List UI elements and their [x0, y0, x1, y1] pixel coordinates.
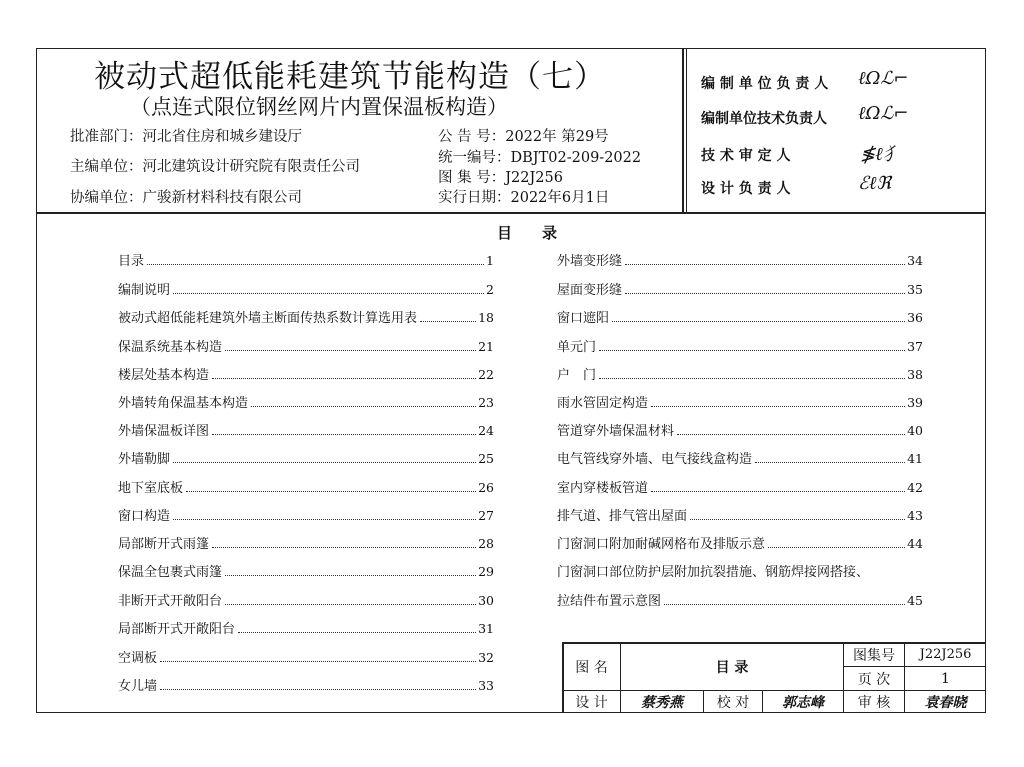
- toc-item-page: 23: [478, 395, 494, 410]
- toc-leader-dots: [212, 547, 476, 548]
- toc-item-page: 29: [478, 564, 494, 579]
- toc-leader-dots: [677, 434, 905, 435]
- approval-dept: [70, 125, 302, 146]
- check-signature: 郭志峰: [782, 695, 824, 711]
- toc-item-continued[interactable]: [557, 561, 923, 581]
- toc-leader-dots: [664, 604, 905, 605]
- co-unit-label: 协编单位：: [70, 190, 143, 206]
- toc-item[interactable]: [118, 505, 494, 525]
- toc-item[interactable]: [118, 250, 494, 270]
- toc-item[interactable]: [118, 477, 494, 497]
- toc-leader-dots: [160, 661, 476, 662]
- chief-unit-value: 河北建筑设计研究院有限责任公司: [142, 159, 360, 175]
- approval-dept-value: 河北省住房和城乡建设厅: [142, 129, 302, 145]
- toc-item[interactable]: [557, 420, 923, 440]
- toc-leader-dots: [651, 491, 905, 492]
- toc-item[interactable]: [557, 477, 923, 497]
- chief-unit: [70, 155, 360, 176]
- toc-leader-dots: [251, 406, 476, 407]
- resp-design-head: 设 计 负 责 人: [701, 181, 791, 197]
- toc-leader-dots: [160, 689, 476, 690]
- design-signature: 蔡秀燕: [641, 695, 683, 711]
- toc-item[interactable]: [557, 448, 923, 468]
- toc-item-label: 电气管线穿外墙、电气接线盒构造: [557, 452, 753, 467]
- chief-unit-label: 主编单位：: [70, 159, 143, 175]
- toc-item[interactable]: [557, 336, 923, 356]
- toc-item-page: 40: [907, 423, 923, 438]
- unified-no-value: DBJT02-209-2022: [510, 150, 642, 166]
- toc-item-page: 26: [478, 480, 494, 495]
- toc-item[interactable]: [557, 307, 923, 327]
- toc-item[interactable]: [118, 336, 494, 356]
- toc-item-page: 24: [478, 423, 494, 438]
- toc-item-label: 空调板: [118, 651, 158, 666]
- toc-item-page: 31: [478, 621, 494, 636]
- review-label: 审 核: [857, 695, 891, 711]
- resp-tech-head: 编制单位技术负责人: [701, 111, 827, 127]
- toc-item-label: 外墙保温板详图: [118, 424, 210, 439]
- toc-item[interactable]: [118, 364, 494, 384]
- toc-item-label: 保温系统基本构造: [118, 340, 223, 355]
- toc-item-label: 雨水管固定构造: [557, 396, 649, 411]
- toc-item-page: 25: [478, 451, 494, 466]
- toc-item[interactable]: [118, 307, 494, 327]
- atlas-no-value: J22J256: [505, 170, 563, 186]
- toc-leader-dots: [599, 378, 905, 379]
- unified-no-label: 统一编号：: [438, 150, 511, 166]
- toc-item-page: 33: [478, 678, 494, 693]
- toc-leader-dots: [755, 462, 905, 463]
- toc-item[interactable]: [118, 647, 494, 667]
- toc-item-page: 37: [907, 339, 923, 354]
- toc-item-page: 43: [907, 508, 923, 523]
- signature-unit-head: ℓΩℒ⌐: [858, 68, 909, 89]
- drawing-name: 目 录: [715, 659, 749, 676]
- toc-item-label: 外墙转角保温基本构造: [118, 396, 249, 411]
- toc-leader-dots: [612, 321, 905, 322]
- toc-leader-dots: [690, 519, 905, 520]
- toc-leader-dots: [599, 350, 905, 351]
- toc-item[interactable]: [557, 533, 923, 553]
- toc-item[interactable]: [557, 364, 923, 384]
- toc-item-label: 户 门: [557, 368, 597, 383]
- toc-leader-dots: [651, 406, 905, 407]
- notice-no-value: 2022年 第29号: [505, 129, 609, 145]
- toc-item-label: 非断开式开敞阳台: [118, 594, 223, 609]
- toc-leader-dots: [225, 575, 476, 576]
- toc-item-label: 窗口遮阳: [557, 311, 610, 326]
- header-column-divider-inner: [686, 48, 687, 213]
- header-divider: [36, 212, 986, 214]
- toc-item[interactable]: [118, 561, 494, 581]
- toc-item-label: 拉结件布置示意图: [557, 594, 662, 609]
- atlas-no-label: 图 集 号：: [438, 170, 506, 186]
- toc-item-label: 局部断开式雨篷: [118, 537, 210, 552]
- toc-item-page: 28: [478, 536, 494, 551]
- toc-item-page: 18: [478, 310, 494, 325]
- toc-leader-dots: [225, 604, 476, 605]
- toc-item-label: 窗口构造: [118, 509, 171, 524]
- design-label: 设 计: [575, 695, 608, 711]
- toc-item[interactable]: [557, 505, 923, 525]
- toc-leader-dots: [625, 293, 905, 294]
- toc-item[interactable]: [118, 618, 494, 638]
- toc-item-page: 35: [907, 282, 923, 297]
- page-subtitle: （点连式限位钢丝网片内置保温板构造）: [130, 95, 508, 119]
- toc-leader-dots: [147, 264, 484, 265]
- toc-item[interactable]: [557, 250, 923, 270]
- header-column-divider: [682, 48, 684, 213]
- toc-item-page: 45: [907, 593, 923, 608]
- review-signature: 袁春晓: [924, 695, 967, 711]
- toc-item-page: 22: [478, 367, 494, 382]
- toc-item-page: 27: [478, 508, 494, 523]
- toc-item-label: 排气道、排气管出屋面: [557, 509, 688, 524]
- toc-item[interactable]: [118, 675, 494, 695]
- co-unit: [70, 186, 302, 207]
- toc-item-page: 39: [907, 395, 923, 410]
- notice-no: [438, 125, 609, 146]
- page-title: 被动式超低能耗建筑节能构造（七）: [94, 59, 606, 95]
- notice-no-label: 公 告 号：: [438, 129, 506, 145]
- toc-leader-dots: [420, 321, 476, 322]
- toc-leader-dots: [225, 350, 476, 351]
- signature-tech-review: ≸ℓ犭: [860, 144, 901, 165]
- page-label: 页 次: [857, 671, 891, 688]
- atlas-no-label: 图集号: [853, 647, 895, 664]
- toc-item-page: 32: [478, 650, 494, 665]
- signature-tech-head: ℓΩℒ⌐: [858, 103, 909, 124]
- toc-item-label: 屋面变形缝: [557, 283, 623, 298]
- drawing-name-label: 图 名: [575, 659, 608, 676]
- toc-item-label: 门窗洞口部位防护层附加抗裂措施、钢筋焊接网搭接、: [557, 565, 870, 580]
- co-unit-value: 广骏新材料科技有限公司: [142, 190, 302, 206]
- toc-leader-dots: [212, 378, 476, 379]
- toc-item[interactable]: [118, 392, 494, 412]
- toc-item-page: 42: [907, 480, 923, 495]
- toc-item-page: 38: [907, 367, 923, 382]
- toc-item[interactable]: [118, 448, 494, 468]
- signature-design-head: ℰℓℜ: [858, 173, 892, 194]
- toc-item[interactable]: [557, 590, 923, 610]
- toc-item-page: 36: [907, 310, 923, 325]
- unified-no: [438, 146, 641, 167]
- toc-item-page: 41: [907, 451, 923, 466]
- resp-tech-review: 技 术 审 定 人: [701, 148, 791, 164]
- atlas-no: [438, 166, 563, 187]
- resp-unit-head: 编 制 单 位 负 责 人: [701, 76, 829, 92]
- toc-item[interactable]: [557, 392, 923, 412]
- toc-item-page: 2: [486, 282, 494, 297]
- check-label: 校 对: [716, 695, 750, 711]
- effective-date-value: 2022年6月1日: [510, 190, 610, 206]
- toc-item[interactable]: [557, 279, 923, 299]
- toc-item-label: 门窗洞口附加耐碱网格布及排版示意: [557, 537, 766, 552]
- toc-item-page: 30: [478, 593, 494, 608]
- toc-heading: 目录: [497, 224, 588, 242]
- atlas-no-value: J22J256: [919, 647, 972, 662]
- toc-leader-dots: [173, 293, 484, 294]
- toc-item[interactable]: [118, 533, 494, 553]
- toc-item-page: 34: [907, 253, 923, 268]
- toc-item-label: 楼层处基本构造: [118, 368, 210, 383]
- toc-item-label: 编制说明: [118, 283, 171, 298]
- toc-leader-dots: [238, 632, 476, 633]
- toc-item[interactable]: [118, 279, 494, 299]
- toc-item-page: 44: [907, 536, 923, 551]
- toc-item-label: 管道穿外墙保温材料: [557, 424, 675, 439]
- toc-item-label: 保温全包裹式雨篷: [118, 565, 223, 580]
- toc-item-page: 1: [486, 253, 494, 268]
- toc-item-label: 单元门: [557, 340, 597, 355]
- toc-item-label: 室内穿楼板管道: [557, 481, 649, 496]
- toc-item-label: 外墙勒脚: [118, 452, 171, 467]
- toc-item-page: 21: [478, 339, 494, 354]
- toc-leader-dots: [173, 462, 476, 463]
- effective-date-label: 实行日期：: [438, 190, 511, 206]
- toc-leader-dots: [212, 434, 476, 435]
- toc-leader-dots: [173, 519, 476, 520]
- toc-item-label: 地下室底板: [118, 481, 184, 496]
- toc-leader-dots: [768, 547, 905, 548]
- toc-leader-dots: [186, 491, 476, 492]
- toc-leader-dots: [625, 264, 905, 265]
- toc-item-label: 局部断开式开敞阳台: [118, 622, 236, 637]
- toc-item-label: 目录: [118, 254, 145, 269]
- page-value: 1: [941, 670, 950, 687]
- toc-item-label: 外墙变形缝: [557, 254, 623, 269]
- toc-item[interactable]: [118, 420, 494, 440]
- toc-item-label: 女儿墙: [118, 679, 158, 694]
- effective-date: [438, 186, 609, 207]
- approval-dept-label: 批准部门：: [70, 129, 143, 145]
- toc-item-label: 被动式超低能耗建筑外墙主断面传热系数计算选用表: [118, 311, 418, 326]
- toc-item[interactable]: [118, 590, 494, 610]
